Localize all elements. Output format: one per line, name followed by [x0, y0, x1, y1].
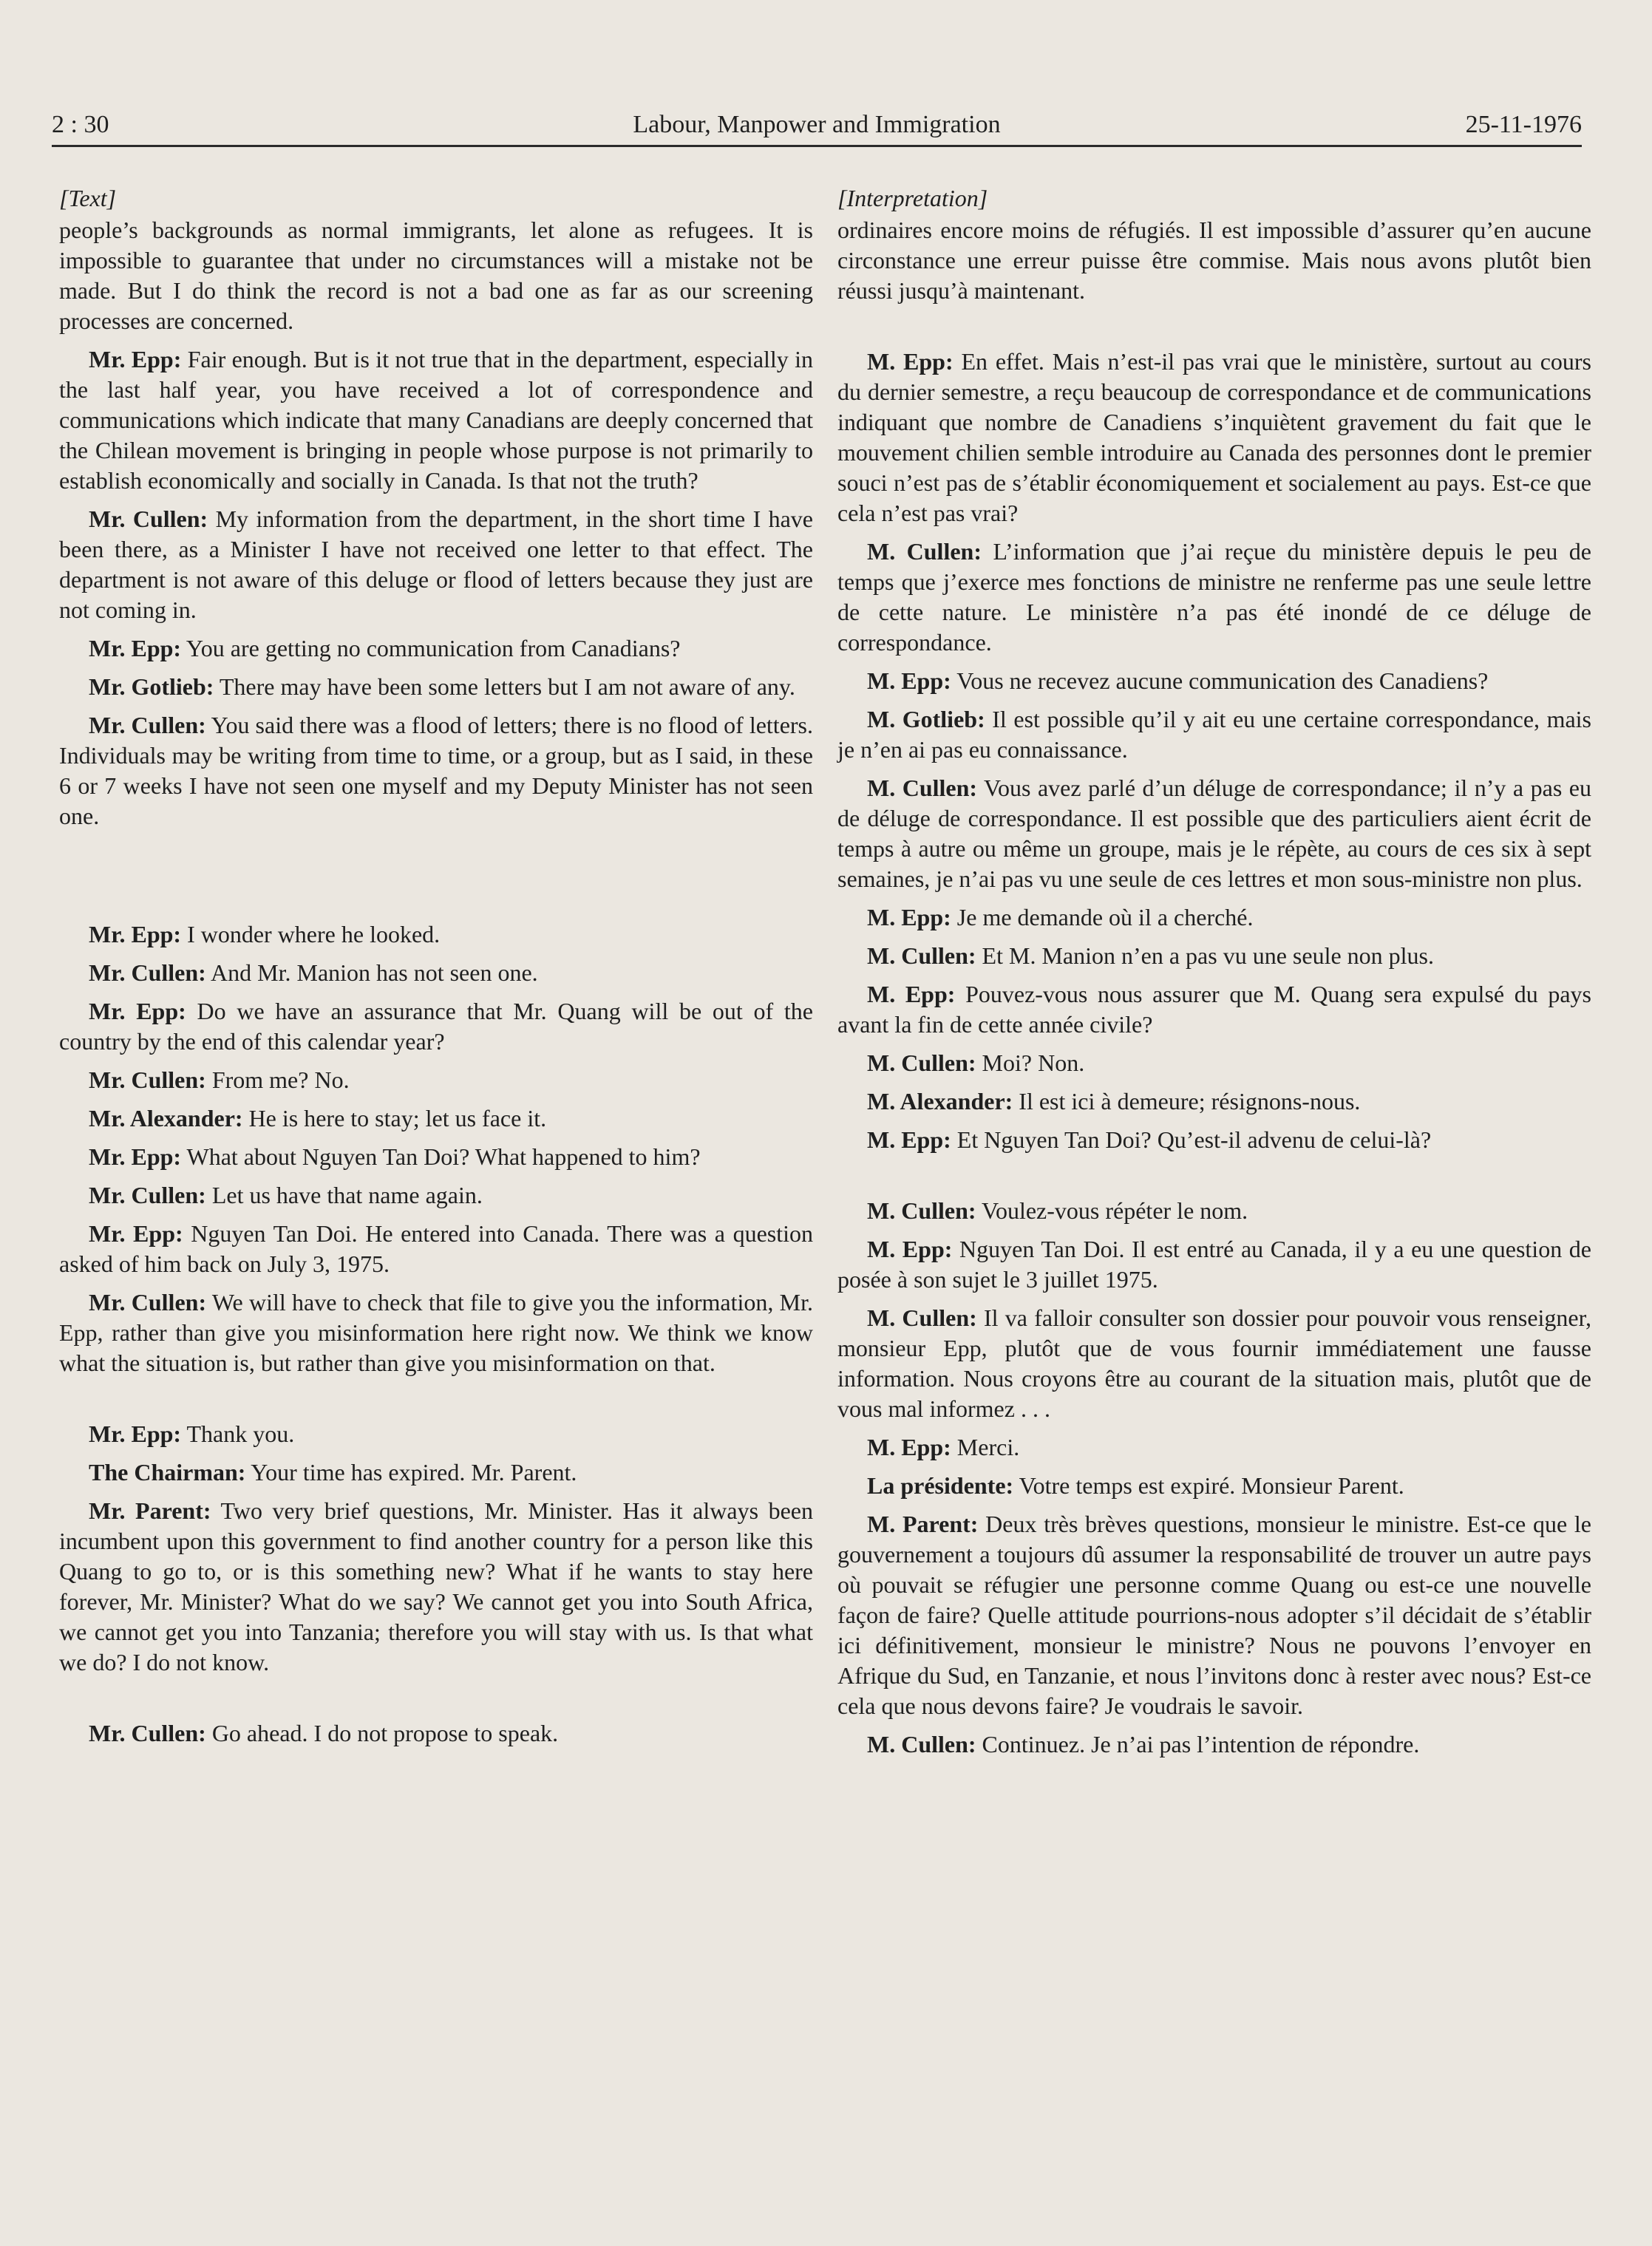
header-date: 25-11-1976: [1465, 111, 1582, 138]
statement-text: Votre temps est expiré. Monsieur Parent.: [1013, 1472, 1404, 1499]
speaker-name: Mr. Gotlieb:: [89, 673, 214, 700]
statement: [59, 633, 813, 664]
statement-text: What about Nguyen Tan Doi? What happened to him?: [181, 1143, 701, 1170]
speaker-name: Mr. Parent:: [89, 1497, 211, 1524]
statement-text: Pouvez-vous nous assurer que M. Quang sera expulsé du pays avant la fin de cette année civile?: [837, 981, 1592, 1038]
speaker-name: M. Cullen:: [867, 1304, 977, 1331]
statement-text: You said there was a flood of letters; there is no flood of letters. Individuals may be writing from time to time, or a group, but as I said, in these 6 or 7 weeks I have not seen one myself and my Deputy Minister has not seen one.: [59, 712, 814, 829]
speaker-name: M. Epp:: [867, 1434, 951, 1460]
statement: [59, 1457, 813, 1488]
language-tag: [Interpretation]: [837, 185, 988, 211]
statement: [837, 1086, 1591, 1117]
speaker-name: Mr. Cullen:: [89, 959, 206, 986]
speaker-name: M. Cullen:: [867, 942, 976, 969]
statement-text: Je me demande où il a cherché.: [951, 904, 1254, 930]
speaker-name: M. Cullen:: [867, 1731, 976, 1757]
statement-text: Moi? Non.: [976, 1049, 1085, 1076]
statement-text: Vous avez parlé d’un déluge de correspondance; il n’y a pas eu de déluge de correspondance. Il est possible que des particuliers aient écrit de temps à autre ou même un groupe, mais je le répète, au cours de ces six à sept semaines, je n’ai pas vu une seule de ces lettres et mon sous-ministre non plus.: [837, 775, 1591, 892]
statement-text: Your time has expired. Mr. Parent.: [245, 1459, 577, 1486]
statement-text: We will have to check that file to give you the information, Mr. Epp, rather than give you misinformation here right now. We think we know what the situation is, but rather than give you misinformation on that.: [59, 1289, 814, 1376]
speaker-name: M. Gotlieb:: [867, 706, 985, 732]
speaker-name: Mr. Epp:: [89, 1143, 182, 1170]
statement: [59, 1496, 813, 1678]
statement-text: I wonder where he looked.: [181, 921, 441, 947]
statement: [59, 996, 813, 1057]
speaker-name: The Chairman:: [89, 1459, 246, 1486]
statement: [837, 1196, 1591, 1226]
speaker-name: M. Epp:: [867, 1126, 951, 1153]
statement-text: Nguyen Tan Doi. Il est entré au Canada, il y a eu une question de posée à son sujet le 3 juillet 1975.: [837, 1236, 1592, 1293]
speaker-name: M. Cullen:: [867, 1049, 976, 1076]
statement: [837, 1048, 1591, 1078]
statement: [837, 347, 1591, 528]
statement-text: En effet. Mais n’est-il pas vrai que le ministère, surtout au cours du dernier semestre, a reçu beaucoup de correspondance et de communications indiquant que nombre de Canadiens s’inquiètent gravement du fait que le mouvement chilien semble introduire au Canada des personnes dont le premier souci n’est pas de s’établir économiquement et socialement au pays. Est-ce que cela n’est pas vrai?: [837, 348, 1592, 526]
statement-text: Il va falloir consulter son dossier pour pouvoir vous renseigner, monsieur Epp, plutôt que de vous fournir immédiatement une fausse information. Nous croyons être au courant de la situation mais, plutôt que de vous mal informez . . .: [837, 1304, 1592, 1422]
speaker-name: Mr. Cullen:: [89, 1720, 206, 1746]
statement: [837, 902, 1591, 933]
statement: [59, 1219, 813, 1279]
statement: [59, 1287, 813, 1378]
statement: [59, 958, 813, 988]
statement-text: He is here to stay; let us face it.: [242, 1105, 547, 1131]
speaker-name: M. Epp:: [867, 348, 954, 375]
language-tag: [Text]: [59, 185, 117, 211]
speaker-name: M. Parent:: [867, 1511, 979, 1537]
continued-paragraph: people’s backgrounds as normal immigrants, let alone as refugees. It is impossible to guarantee that under no circumstances will a mistake not be made. But I do think the record is not a bad one as far as our screening processes are concerned.: [59, 217, 813, 334]
speaker-name: M. Cullen:: [867, 538, 982, 565]
speaker-name: Mr. Epp:: [89, 1220, 183, 1247]
page-number: 2 : 30: [52, 111, 109, 138]
speaker-name: Mr. Alexander:: [89, 1105, 243, 1131]
statement-text: L’information que j’ai reçue du ministère depuis le peu de temps que j’exerce mes fonctions de ministre ne renferme pas une seule lettre de cette nature. Le ministère n’a pas été inondé de ce déluge de correspondance.: [837, 538, 1592, 656]
statement: [59, 344, 813, 496]
statement-text: You are getting no communication from Canadians?: [181, 635, 681, 661]
statement-text: Nguyen Tan Doi. He entered into Canada. There was a question asked of him back on July 3, 1975.: [59, 1220, 814, 1277]
statement: [837, 1729, 1591, 1760]
speaker-name: M. Cullen:: [867, 775, 978, 801]
speaker-name: M. Epp:: [867, 1236, 953, 1262]
statement-text: From me? No.: [205, 1066, 350, 1093]
statement: [837, 979, 1591, 1040]
statement: [837, 1471, 1591, 1501]
statement-text: Go ahead. I do not propose to speak.: [205, 1720, 559, 1746]
running-title: Labour, Manpower and Immigration: [633, 111, 1001, 138]
speaker-name: M. Alexander:: [867, 1088, 1013, 1115]
speaker-name: Mr. Epp:: [89, 921, 182, 947]
statement: [59, 919, 813, 950]
speaker-name: Mr. Cullen:: [89, 1289, 207, 1316]
speaker-name: M. Cullen:: [867, 1197, 976, 1224]
statement: [837, 1234, 1591, 1295]
statement-text: Thank you.: [181, 1420, 295, 1447]
statement: [59, 1065, 813, 1095]
statement: [59, 710, 813, 831]
speaker-name: Mr. Epp:: [89, 998, 186, 1024]
statement-text: Vous ne recevez aucune communication des Canadiens?: [951, 667, 1489, 694]
statement-text: Deux très brèves questions, monsieur le ministre. Est-ce que le gouvernement a toujours dû assumer la responsabilité de trouver un autre pays où pouvait se réfugier une personne comme Quang ou est-ce une nouvelle façon de faire? Quelle attitude pourrions-nous adopter s’il décidait de s’établir ici définitivement, monsieur le ministre? Nous ne pouvons l’envoyer en Afrique du Sud, en Tanzanie, et nous l’invitons donc à rester avec nous? Est-ce cela que nous devons faire? Je voudrais le savoir.: [837, 1511, 1591, 1719]
statement-text: My information from the department, in the short time I have been there, as a Minister I have not received one letter to that effect. The department is not aware of this deluge or flood of letters because they just are not coming in.: [59, 506, 813, 623]
speaker-name: Mr. Cullen:: [89, 712, 206, 738]
statement-text: There may have been some letters but I am not aware of any.: [214, 673, 795, 700]
speaker-name: La présidente:: [867, 1472, 1014, 1499]
statement: [59, 1419, 813, 1449]
speaker-name: M. Epp:: [867, 904, 951, 930]
speaker-name: Mr. Epp:: [89, 635, 182, 661]
statement: [837, 773, 1591, 894]
speaker-name: M. Epp:: [867, 667, 951, 694]
statement: [59, 1180, 813, 1211]
statement: [837, 666, 1591, 696]
statement-text: Do we have an assurance that Mr. Quang will be out of the country by the end of this calendar year?: [59, 998, 814, 1055]
statement: [59, 1103, 813, 1134]
statement: [837, 1432, 1591, 1463]
speaker-name: M. Epp:: [867, 981, 956, 1007]
french-column: [837, 183, 1591, 1768]
statement: [59, 1142, 813, 1172]
statement: [837, 1509, 1591, 1721]
statement-text: Merci.: [951, 1434, 1020, 1460]
statement: [837, 537, 1591, 658]
statement-text: Fair enough. But is it not true that in the department, especially in the last half year, you have received a lot of correspondence and communications which indicate that many Canadians are deeply concerned that the Chilean movement is bringing in people whose purpose is not primarily to establish economically and socially in Canada. Is that not the truth?: [59, 346, 814, 494]
speaker-name: Mr. Cullen:: [89, 506, 208, 532]
statement-text: Let us have that name again.: [205, 1182, 483, 1208]
statement-text: Il est ici à demeure; résignons-nous.: [1013, 1088, 1361, 1115]
statement-text: Continuez. Je n’ai pas l’intention de répondre.: [976, 1731, 1420, 1757]
speaker-name: Mr. Cullen:: [89, 1182, 206, 1208]
page-header: [52, 103, 1582, 147]
speaker-name: Mr. Epp:: [89, 346, 182, 372]
statement: [59, 672, 813, 702]
speaker-name: Mr. Cullen:: [89, 1066, 206, 1093]
statement: [837, 941, 1591, 971]
statement-text: Et Nguyen Tan Doi? Qu’est-il advenu de celui-là?: [951, 1126, 1432, 1153]
statement: [837, 704, 1591, 765]
english-column: [59, 183, 813, 1757]
statement: [837, 1303, 1591, 1424]
statement-text: Two very brief questions, Mr. Minister. Has it always been incumbent upon this government to find another country for a person like this Quang to go to, or is this something new? What if he wants to stay here forever, Mr. Minister? What do we say? We cannot get you into South Africa, we cannot get you into Tanzania; therefore you will stay with us. Is that what we do? I do not know.: [59, 1497, 814, 1675]
statement-text: Il est possible qu’il y ait eu une certaine correspondance, mais je n’en ai pas eu connaissance.: [837, 706, 1592, 763]
statement-text: Et M. Manion n’en a pas vu une seule non plus.: [976, 942, 1434, 969]
statement: [59, 504, 813, 625]
statement: [837, 1125, 1591, 1155]
speaker-name: Mr. Epp:: [89, 1420, 182, 1447]
statement-text: Voulez-vous répéter le nom.: [976, 1197, 1248, 1224]
continued-paragraph: ordinaires encore moins de réfugiés. Il est impossible d’assurer qu’en aucune circonstance une erreur puisse être commise. Mais nous avons plutôt bien réussi jusqu’à maintenant.: [837, 217, 1591, 304]
statement: [59, 1718, 813, 1749]
statement-text: And Mr. Manion has not seen one.: [205, 959, 538, 986]
